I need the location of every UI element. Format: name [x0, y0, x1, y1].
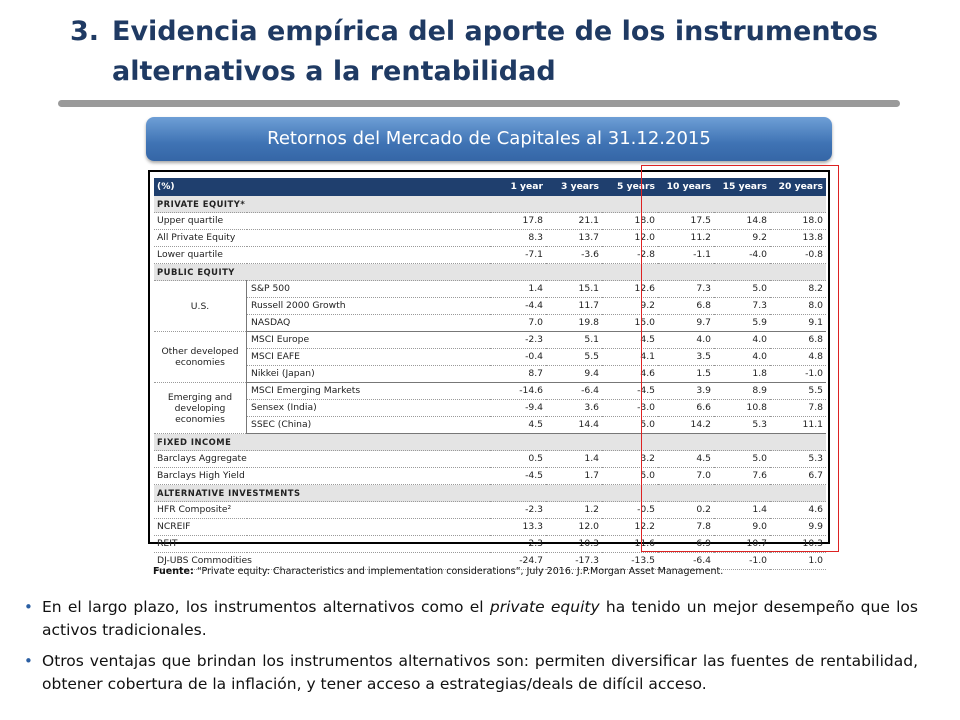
- value-cell: 21.1: [546, 213, 602, 230]
- value-cell: 5.0: [602, 468, 658, 485]
- value-cell: 7.0: [490, 315, 546, 332]
- table-row: [154, 298, 826, 315]
- value-cell: -24.7: [490, 553, 546, 570]
- title-line-2: alternativos a la rentabilidad: [112, 56, 556, 87]
- header-cell: 20 years: [770, 178, 826, 196]
- value-cell: 1.4: [546, 451, 602, 468]
- row-label: Barclays Aggregate: [154, 451, 490, 468]
- value-cell: 4.5: [658, 451, 714, 468]
- value-cell: 10.3: [770, 536, 826, 553]
- value-cell: -1.0: [714, 553, 770, 570]
- group-label: Other developed economies: [154, 332, 247, 383]
- value-cell: 6.9: [658, 536, 714, 553]
- value-cell: 1.4: [714, 502, 770, 519]
- value-cell: 4.5: [602, 332, 658, 349]
- value-cell: 0.5: [490, 451, 546, 468]
- table-header-row: [154, 178, 826, 196]
- value-cell: 17.8: [490, 213, 546, 230]
- value-cell: 9.2: [714, 230, 770, 247]
- section-header-row: [154, 196, 826, 213]
- value-cell: 7.0: [658, 468, 714, 485]
- section-label: PUBLIC EQUITY: [154, 264, 826, 281]
- value-cell: 8.9: [714, 383, 770, 400]
- row-label: Barclays High Yield: [154, 468, 490, 485]
- value-cell: 1.7: [546, 468, 602, 485]
- value-cell: 7.6: [714, 468, 770, 485]
- bullet-text: ha tenido un mejor desempeño que los activos tradicionales.: [42, 598, 918, 639]
- header-cell: 3 years: [546, 178, 602, 196]
- source-label: Fuente:: [153, 566, 194, 577]
- value-cell: 14.2: [658, 417, 714, 434]
- value-cell: 8.0: [770, 298, 826, 315]
- table-row: [154, 383, 826, 400]
- row-label: S&P 500: [247, 281, 491, 298]
- value-cell: 3.5: [658, 349, 714, 366]
- row-label: REIT: [154, 536, 490, 553]
- returns-table-frame: [148, 170, 830, 566]
- returns-table-body: [154, 178, 826, 570]
- value-cell: 9.4: [546, 366, 602, 383]
- value-cell: 5.9: [714, 315, 770, 332]
- value-cell: 14.4: [546, 417, 602, 434]
- source-text: “Private equity: Characteristics and implementation considerations”, July 2016. J.P.Morgan Asset Management.: [196, 566, 724, 577]
- value-cell: 14.8: [714, 213, 770, 230]
- value-cell: -9.4: [490, 400, 546, 417]
- value-cell: 8.3: [490, 230, 546, 247]
- value-cell: -6.4: [546, 383, 602, 400]
- value-cell: -4.0: [714, 247, 770, 264]
- value-cell: 5.3: [714, 417, 770, 434]
- value-cell: 18.0: [770, 213, 826, 230]
- table-row: [154, 451, 826, 468]
- value-cell: 1.5: [658, 366, 714, 383]
- returns-table: [154, 178, 826, 570]
- value-cell: 7.3: [658, 281, 714, 298]
- source-note: [153, 566, 723, 577]
- value-cell: 13.8: [770, 230, 826, 247]
- row-label: DJ-UBS Commodities: [154, 553, 490, 570]
- value-cell: 4.0: [714, 349, 770, 366]
- group-label: U.S.: [154, 281, 247, 332]
- value-cell: 11.2: [658, 230, 714, 247]
- value-cell: 5.1: [546, 332, 602, 349]
- section-header-row: [154, 485, 826, 502]
- table-row: [154, 332, 826, 349]
- header-cell: (%): [154, 178, 490, 196]
- value-cell: 5.5: [546, 349, 602, 366]
- value-cell: 9.7: [658, 315, 714, 332]
- value-cell: -4.5: [490, 468, 546, 485]
- row-label: Nikkei (Japan): [247, 366, 491, 383]
- table-row: [154, 519, 826, 536]
- section-label: FIXED INCOME: [154, 434, 826, 451]
- bullet-item: • Otros ventajas que brindan los instrumentos alternativos son: permiten diversificar las fuentes de rentabilidad, obtener cobertura de la inflación, y tener acceso a estrategias/deals de difícil acceso.: [24, 650, 918, 696]
- table-row: [154, 468, 826, 485]
- value-cell: 4.0: [658, 332, 714, 349]
- value-cell: 4.8: [770, 349, 826, 366]
- value-cell: 4.5: [490, 417, 546, 434]
- value-cell: 6.8: [770, 332, 826, 349]
- value-cell: 13.3: [490, 519, 546, 536]
- group-label: Emerging and developing economies: [154, 383, 247, 434]
- value-cell: 6.7: [770, 468, 826, 485]
- value-cell: 5.0: [714, 451, 770, 468]
- value-cell: 12.6: [602, 281, 658, 298]
- value-cell: 13.7: [546, 230, 602, 247]
- value-cell: 15.1: [546, 281, 602, 298]
- row-label: MSCI Europe: [247, 332, 491, 349]
- row-label: NCREIF: [154, 519, 490, 536]
- value-cell: 3.9: [658, 383, 714, 400]
- row-label: Lower quartile: [154, 247, 490, 264]
- bullet-item: [24, 596, 918, 642]
- row-label: Sensex (India): [247, 400, 491, 417]
- table-row: [154, 230, 826, 247]
- value-cell: 3.2: [602, 451, 658, 468]
- value-cell: 5.3: [770, 451, 826, 468]
- header-cell: 15 years: [714, 178, 770, 196]
- value-cell: -3.6: [546, 247, 602, 264]
- row-label: All Private Equity: [154, 230, 490, 247]
- value-cell: 5.0: [602, 417, 658, 434]
- table-banner: Retornos del Mercado de Capitales al 31.12.2015: [146, 117, 832, 161]
- value-cell: 2.3: [490, 536, 546, 553]
- section-header-row: [154, 434, 826, 451]
- value-cell: 1.8: [714, 366, 770, 383]
- value-cell: 3.6: [546, 400, 602, 417]
- row-label: MSCI EAFE: [247, 349, 491, 366]
- value-cell: -2.3: [490, 502, 546, 519]
- table-row: [154, 502, 826, 519]
- value-cell: 9.9: [770, 519, 826, 536]
- value-cell: -1.0: [770, 366, 826, 383]
- table-row: [154, 417, 826, 434]
- row-label: NASDAQ: [247, 315, 491, 332]
- header-cell: 10 years: [658, 178, 714, 196]
- value-cell: 9.2: [602, 298, 658, 315]
- bullet-emphasis: private equity: [489, 598, 600, 616]
- value-cell: 5.5: [770, 383, 826, 400]
- value-cell: 10.7: [714, 536, 770, 553]
- title-number: 3.: [70, 16, 100, 47]
- table-row: [154, 536, 826, 553]
- value-cell: 1.4: [490, 281, 546, 298]
- value-cell: 19.8: [546, 315, 602, 332]
- row-label: SSEC (China): [247, 417, 491, 434]
- value-cell: -2.3: [490, 332, 546, 349]
- value-cell: -4.5: [602, 383, 658, 400]
- value-cell: 11.6: [602, 536, 658, 553]
- value-cell: 4.6: [770, 502, 826, 519]
- slide-title: [70, 12, 930, 92]
- value-cell: -2.8: [602, 247, 658, 264]
- value-cell: -7.1: [490, 247, 546, 264]
- title-divider: [58, 100, 900, 107]
- value-cell: 1.2: [546, 502, 602, 519]
- table-row: [154, 315, 826, 332]
- value-cell: -14.6: [490, 383, 546, 400]
- table-row: [154, 349, 826, 366]
- value-cell: 6.8: [658, 298, 714, 315]
- value-cell: 4.0: [714, 332, 770, 349]
- value-cell: 0.2: [658, 502, 714, 519]
- row-label: Russell 2000 Growth: [247, 298, 491, 315]
- value-cell: 5.0: [714, 281, 770, 298]
- value-cell: -1.1: [658, 247, 714, 264]
- value-cell: 10.8: [714, 400, 770, 417]
- value-cell: 7.3: [714, 298, 770, 315]
- value-cell: -0.5: [602, 502, 658, 519]
- value-cell: -4.4: [490, 298, 546, 315]
- value-cell: -17.3: [546, 553, 602, 570]
- value-cell: -3.0: [602, 400, 658, 417]
- table-row: [154, 247, 826, 264]
- row-label: Upper quartile: [154, 213, 490, 230]
- header-cell: 1 year: [490, 178, 546, 196]
- value-cell: 12.0: [546, 519, 602, 536]
- table-row: [154, 213, 826, 230]
- value-cell: 11.7: [546, 298, 602, 315]
- value-cell: 8.7: [490, 366, 546, 383]
- value-cell: -0.4: [490, 349, 546, 366]
- value-cell: 15.0: [602, 315, 658, 332]
- table-row: [154, 400, 826, 417]
- value-cell: -0.8: [770, 247, 826, 264]
- value-cell: 9.0: [714, 519, 770, 536]
- value-cell: 1.0: [770, 553, 826, 570]
- value-cell: 12.0: [602, 230, 658, 247]
- bullet-list: [24, 596, 918, 704]
- value-cell: 18.0: [602, 213, 658, 230]
- value-cell: 10.3: [546, 536, 602, 553]
- bullet-text: En el largo plazo, los instrumentos alternativos como el: [42, 598, 490, 616]
- value-cell: 11.1: [770, 417, 826, 434]
- row-label: HFR Composite²: [154, 502, 490, 519]
- value-cell: 7.8: [770, 400, 826, 417]
- section-label: PRIVATE EQUITY*: [154, 196, 826, 213]
- value-cell: 17.5: [658, 213, 714, 230]
- title-line-1: Evidencia empírica del aporte de los instrumentos: [112, 16, 879, 47]
- table-row: [154, 366, 826, 383]
- value-cell: 4.6: [602, 366, 658, 383]
- header-cell: 5 years: [602, 178, 658, 196]
- value-cell: 7.8: [658, 519, 714, 536]
- value-cell: 9.1: [770, 315, 826, 332]
- value-cell: 8.2: [770, 281, 826, 298]
- section-label: ALTERNATIVE INVESTMENTS: [154, 485, 826, 502]
- value-cell: 6.6: [658, 400, 714, 417]
- value-cell: 12.2: [602, 519, 658, 536]
- table-row: [154, 281, 826, 298]
- row-label: MSCI Emerging Markets: [247, 383, 491, 400]
- section-header-row: [154, 264, 826, 281]
- value-cell: -13.5: [602, 553, 658, 570]
- value-cell: -6.4: [658, 553, 714, 570]
- value-cell: 4.1: [602, 349, 658, 366]
